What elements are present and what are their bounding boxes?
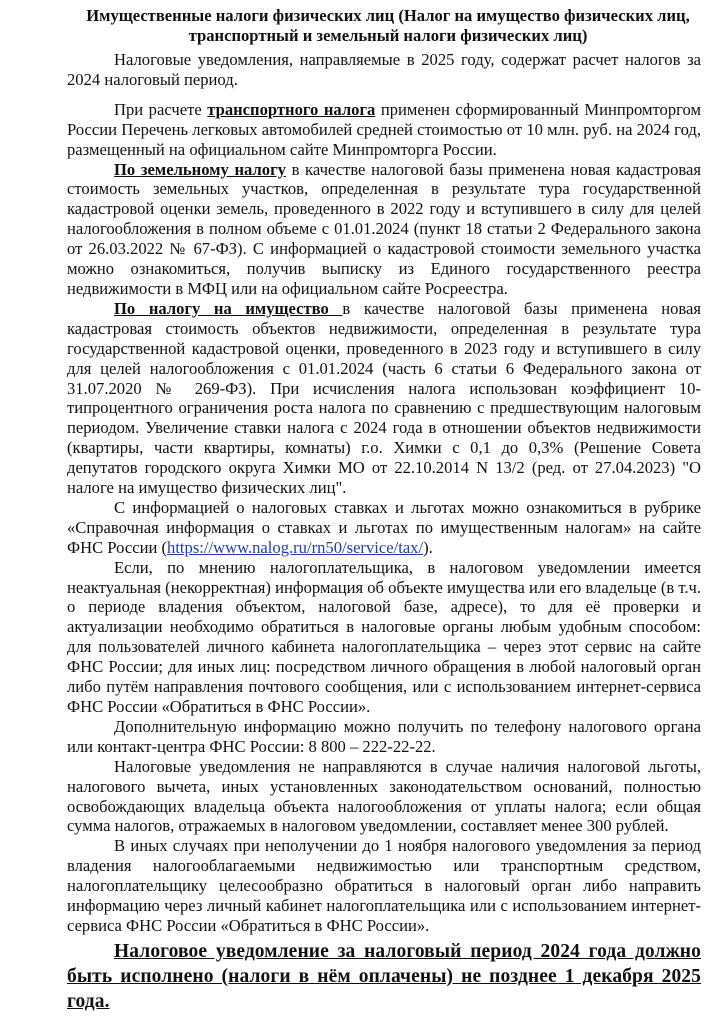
- transport-tax-heading: транспортного налога: [207, 99, 376, 119]
- text: в качестве налоговой базы применена новая кадастровая стоимость объектов недвижимости, определенная в результате тура государственной кадастровой оценки, проведенного в 2023 году и вступившего в силу для целей налогообложения с 01.01.2024 (часть 6 статьи 6 Федерального закона от 31.07.2020 № 269-ФЗ). При исчисления налога использован коэффициент 10-типроцентного ограничения роста налога по сравнению с предшествующим налоговым периодом. Увеличение ставки налога с 2024 года в отношении объектов недвижимости (квартиры, части квартиры, комнаты) г.о. Химки с 0,1 до 0,3% (Решение Совета депутатов городского округа Химки МО от 22.10.2014 N 13/2 (ред. от 27.04.2023) "О налоге на имущество физических лиц".: [67, 298, 701, 498]
- text: С информацией о налоговых ставках и льготах можно ознакомиться в рубрике «Справочная информация о ставках и льготах по имущественным налогам» на сайте ФНС России (: [67, 497, 701, 557]
- paragraph-rates-info: [67, 498, 701, 558]
- payment-deadline-notice: Налоговое уведомление за налоговый период 2024 года должно быть исполнено (налоги в нём оплачены) не позднее 1 декабря 2025 года.: [67, 940, 701, 1012]
- text: в качестве налоговой базы применена новая кадастровая стоимость земельных участков, определенная в результате тура государственной кадастровой оценки земель, проведенного в 2022 году и вступившего в силу для целей налогообложения в полном объеме с 01.01.2024 (пункт 18 статьи 2 Федерального закона от 26.03.2022 № 67-ФЗ). С информацией о кадастровой стоимости земельного участка можно ознакомиться, получив выписку из Единого государственного реестра недвижимости в МФЦ или на официальном сайте Росреестра.: [67, 159, 702, 298]
- text: применен сформированный Минпромторгом России Перечень легковых автомобилей средней стоимостью от 10 млн. руб. на 2024 год, размещенный на официальном сайте Минпромторга России.: [67, 99, 702, 159]
- paragraph-transport-tax: [67, 100, 701, 160]
- paragraph-property-tax: [67, 299, 701, 498]
- paragraph-not-received: В иных случаях при неполучении до 1 ноября налогового уведомления за период владения налогооблагаемыми недвижимостью или транспортным средством, налогоплательщику целесообразно обратиться в налоговый орган либо направить информацию через личный кабинет налогоплательщика или с использованием интернет-сервиса ФНС России «Обратиться в ФНС России».: [67, 836, 701, 935]
- paragraph-contact-phone: Дополнительную информацию можно получить по телефону налогового органа или контакт-центра ФНС России: 8 800 – 222-22-22.: [67, 716, 701, 756]
- page-title: Имущественные налоги физических лиц (Налог на имущество физических лиц, транспортный и земельный налоги физических лиц): [86, 6, 690, 45]
- fns-tax-link[interactable]: https://www.nalog.ru/rn50/service/tax/: [167, 537, 424, 557]
- text: При расчете: [114, 99, 208, 119]
- document-page: [67, 6, 701, 1014]
- paragraph-intro: Налоговые уведомления, направляемые в 2025 году, содержат расчет налогов за 2024 налоговый период.: [67, 50, 701, 89]
- text: ).: [423, 537, 433, 557]
- property-tax-heading: По налогу на имущество: [114, 298, 343, 318]
- land-tax-heading: По земельному налогу: [114, 159, 286, 179]
- paragraph-land-tax: [67, 160, 701, 299]
- paragraph-not-sent: Налоговые уведомления не направляются в случае наличия налоговой льготы, налогового вычета, иных установленных законодательством оснований, полностью освобождающих владельца объекта налогообложения от уплаты налога; если общая сумма налогов, отражаемых в налоговом уведомлении, составляет менее 300 рублей.: [67, 756, 701, 836]
- paragraph-incorrect-info: Если, по мнению налогоплательщика, в налоговом уведомлении имеется неактуальная (некорректная) информация об объекте имущества или его владельце (в т.ч. о периоде владения объектом, налоговой базе, адресе), то для её проверки и актуализации необходимо обратиться в налоговые органы любым удобным способом: для пользователей личного кабинета налогоплательщика – через этот сервис на сайте ФНС России; для иных лиц: посредством личного обращения в любой налоговый орган либо путём направления почтового сообщения, или с использованием интернет-сервиса ФНС России «Обратиться в ФНС России».: [67, 557, 701, 716]
